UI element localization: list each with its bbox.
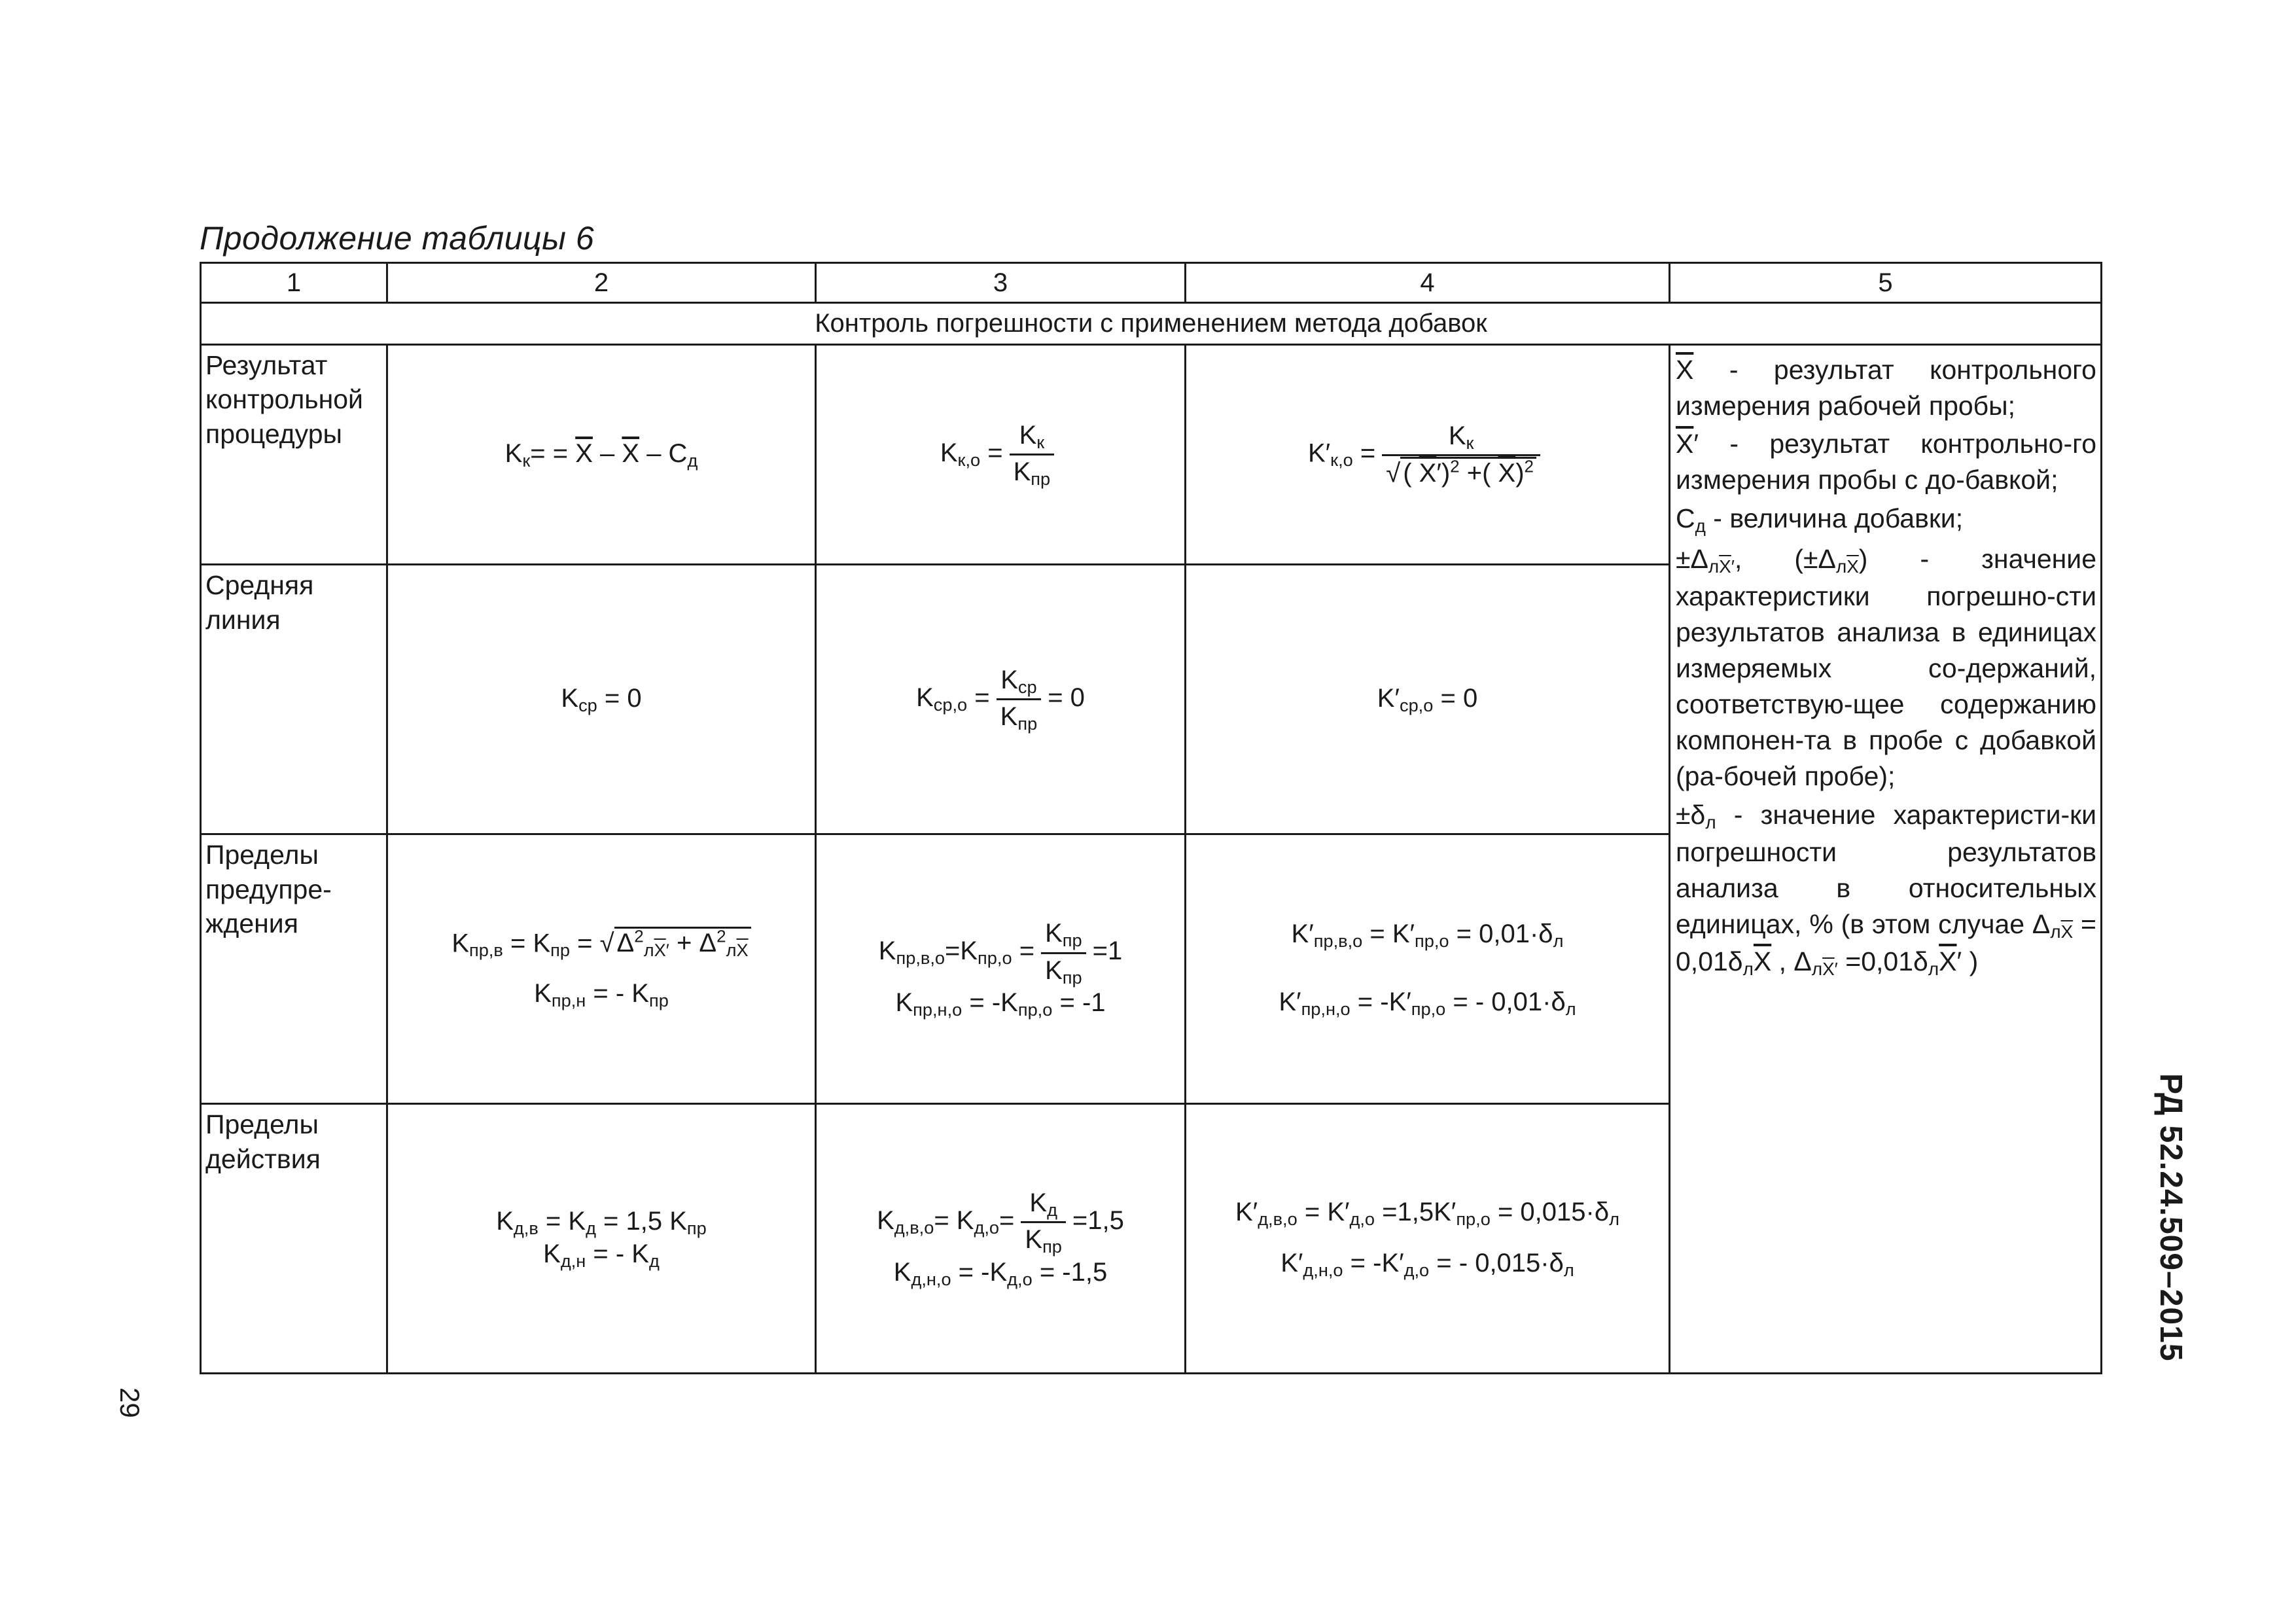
row-label: Пределы предупре-ждения xyxy=(201,834,387,1104)
column-header-row xyxy=(201,263,2102,303)
row-label: Пределы действия xyxy=(201,1104,387,1374)
row-label: Результат контрольной процедуры xyxy=(201,344,387,565)
formula-cell: $K_{к,о}$ = $\frac{K_к}{K_{пр}}$ xyxy=(816,344,1186,565)
table-caption: Продолжение таблицы 6 xyxy=(200,220,595,257)
formula-cell: $K'_{пр,в,о} = K'_{пр,о} = 0,01\cdot\delta_л$ $K'_{пр,н,о} = -K'_{пр,о}$ = - $0,01\cdot\delta_л$ xyxy=(1186,834,1670,1104)
formula-cell: $K_{д,в,о}= K_{д,о}=$ $\frac{K_д}{K_{пр}}$ =1,5 $K_{д,н,о} = -K_{д,о} = -1,5$ xyxy=(816,1104,1186,1374)
formula-cell: $K'_{д,в,о} = K'_{д,о} =1,5K'_{пр,о} = 0,015\cdot\delta_л$ $K'_{д,н,о} = -K'_{д,о}$ = - $0,015\cdot\delta_л$ xyxy=(1186,1104,1670,1374)
formula-cell: $K'_{ср,о} = 0$ xyxy=(1186,565,1670,834)
section-row xyxy=(201,303,2102,344)
table-row xyxy=(201,344,2102,565)
note-item: $\pm\delta_л$ - значение характеристи-ки погрешности результатов анализа в относительных единицах, % (в этом случае $\Delta_{л\overline{X}} = 0,01\delta_л\overline{X}$ , $\Delta_{л\overline{X}'} =0,01\delta_л\overline{X}'$ ) xyxy=(1676,799,2096,980)
formula-cell: $K_{пр,в,о}=K_{пр,о}$ = $\frac{K_{пр}}{K_{пр}}$ =1 $K_{пр,н,о} = -K_{пр,о} = -1$ xyxy=(816,834,1186,1104)
note-item: $\overline{X}$ - результат контрольного измерения рабочей пробы; xyxy=(1676,354,2096,421)
formula-cell: $K_{ср,о}$ = $\frac{K_{ср}}{K_{пр}}$ = 0 xyxy=(816,565,1186,834)
formula-cell: $K_{пр,в} = K_{пр}$ = √ $\Delta^2_{л\overline{X}'} + \Delta^2_{л\overline{X}}$ $K_{пр,н}$ = - $K_{пр}$ xyxy=(387,834,816,1104)
formula-cell: $K_{д,в} = K_д = 1,5$ $K_{пр}$ $K_{д,н}$ = - $K_д$ xyxy=(387,1104,816,1374)
row-label: Средняя линия xyxy=(201,565,387,834)
note-item: $\pm\Delta_{л\overline{X}'}$, $(\pm\Delta_{л\overline{X}})$ - значение характеристики погрешно-сти результатов анализа в единицах измеряемых со-держаний, соответствую-щее содержанию компонен-та в пробе с добавкой (ра-бочей пробе); xyxy=(1676,543,2096,791)
notes-cell xyxy=(1670,344,2102,1373)
table-6-continuation xyxy=(200,262,2102,1374)
note-item: $\overline{X}'$ - результат контрольно-го измерения пробы с до-бавкой; xyxy=(1676,429,2096,495)
column-header-5: 5 xyxy=(1670,263,2102,303)
formula-cell: $K_{ср} = 0$ xyxy=(387,565,816,834)
column-header-4: 4 xyxy=(1186,263,1670,303)
column-header-1: 1 xyxy=(201,263,387,303)
column-header-3: 3 xyxy=(816,263,1186,303)
document-code: РД 52.24.509–2015 xyxy=(2153,1073,2188,1362)
page-number: 29 xyxy=(115,1387,145,1418)
formula-cell: $K'_{к,о}$ = $\frac{K_к}{√ ( \overline{X}')^2 +( \overline{X})^2}$ xyxy=(1186,344,1670,565)
column-header-2: 2 xyxy=(387,263,816,303)
section-title: Контроль погрешности с применением метода добавок xyxy=(201,303,2102,344)
formula-cell: $K_к= = \overline{X} - \overline{X} - C_д$ xyxy=(387,344,816,565)
note-item: $C_д$ - величина добавки; xyxy=(1676,503,1964,537)
